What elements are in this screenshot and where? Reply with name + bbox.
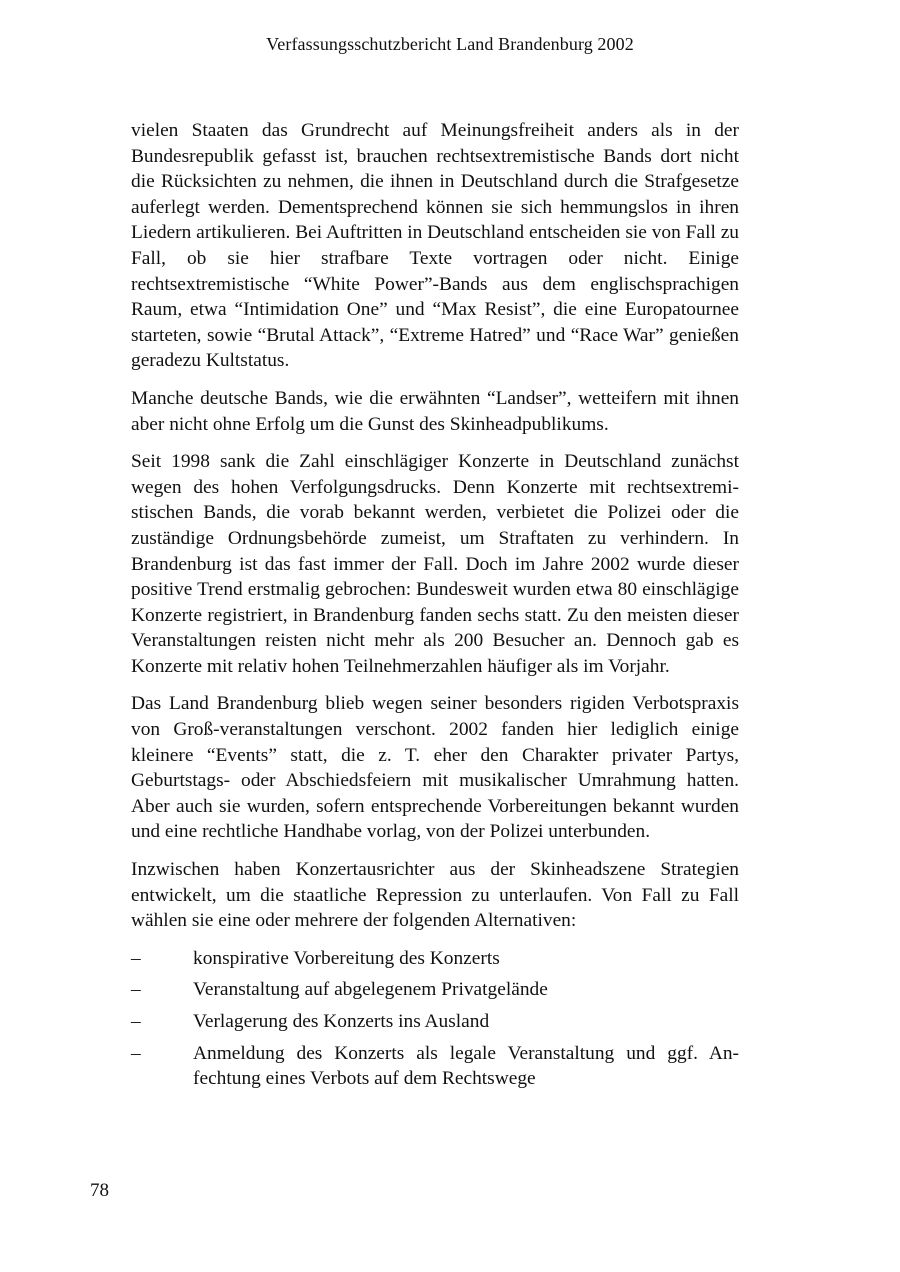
paragraph-3: Seit 1998 sank die Zahl einschlägiger Konzerte in Deutschland zunächst wegen des hohen Verfolgungsdrucks. Denn Konzerte mit rechtsextremistischen Bands, die vorab bekannt werden, verbietet die Polizei oder die zuständige Ordnungsbehörde zumeist, um Straftaten zu verhindern. In Brandenburg ist das fast immer der Fall. Doch im Jahre 2002 wurde dieser positive Trend erstmalig gebrochen: Bundesweit wurden etwa 80 einschlägige Konzerte registriert, in Brandenburg fanden sechs statt. Zu den meisten dieser Veranstaltungen reisten nicht mehr als 200 Besucher an. Dennoch gab es Konzerte mit relativ hohen Teilnehmerzahlen häufiger als im Vorjahr. bbox=[131, 451, 739, 677]
paragraph-5: Inzwischen haben Konzertausrichter aus der Skinheadszene Strategien entwickelt, um die staatliche Repression zu unterlaufen. Von Fall zu Fall wählen sie eine oder mehrere der folgenden Alternativen: bbox=[131, 859, 739, 932]
paragraph-4: Das Land Brandenburg blieb wegen seiner besonders rigiden Verbotspraxis von Groß-veranstaltungen verschont. 2002 fanden hier lediglich einige kleinere “Events” statt, die z. T. eher den Charakter privater Partys, Geburtstags- oder Abschiedsfeiern mit musikalischer Umrahmung hatten. Aber auch sie wurden, sofern entsprechende Vorbereitungen bekannt wurden und eine rechtliche Handhabe vorlag, von der Polizei unterbunden. bbox=[131, 693, 739, 843]
list-item bbox=[131, 977, 739, 1003]
list-item-text: Verlagerung des Konzerts ins Ausland bbox=[193, 1011, 490, 1032]
dash-bullet: – bbox=[131, 979, 141, 1001]
list-item-text: Anmeldung des Konzerts als legale Veranstaltung und ggf. Anfechtung eines Verbots auf dem Rechtswege bbox=[193, 1042, 739, 1090]
dash-bullet: – bbox=[131, 1042, 141, 1064]
list-item bbox=[131, 1009, 739, 1035]
list-item bbox=[131, 946, 739, 972]
paragraph-1: vielen Staaten das Grundrecht auf Meinungsfreiheit anders als in der Bundesrepublik gefasst ist, brauchen rechtsextremistische Bands dort nicht die Rücksichten zu nehmen, die ihnen in Deutschland durch die Strafgesetze auferlegt werden. Dementsprechend können sie sich hemmungslos in ihren Liedern artikulieren. Bei Auftritten in Deutschland entscheiden sie von Fall zu Fall, ob sie hier strafbare Texte vortragen oder nicht. Einige rechtsextremistische “White Power”-Bands aus dem englischsprachigen Raum, etwa “Intimidation One” und “Max Resist”, die eine Europatournee starteten, sowie “Brutal Attack”, “Extreme Hatred” und “Race War” genießen geradezu Kultstatus. bbox=[131, 120, 739, 372]
list-item bbox=[131, 1041, 739, 1092]
alternatives-list bbox=[131, 946, 739, 1092]
dash-bullet: – bbox=[131, 1011, 141, 1032]
running-header: Verfassungsschutzbericht Land Brandenburg 2002 bbox=[266, 34, 634, 54]
paragraph-2: Manche deutsche Bands, wie die erwähnten “Landser”, wetteifern mit ihnen aber nicht ohne Erfolg um die Gunst des Skinheadpublikums. bbox=[131, 387, 739, 435]
document-body bbox=[131, 118, 739, 1098]
dash-bullet: – bbox=[131, 947, 141, 969]
page-number: 78 bbox=[90, 1180, 109, 1201]
list-item-text: Veranstaltung auf abgelegenem Privatgelände bbox=[193, 979, 548, 1001]
list-item-text: konspirative Vorbereitung des Konzerts bbox=[193, 947, 500, 969]
